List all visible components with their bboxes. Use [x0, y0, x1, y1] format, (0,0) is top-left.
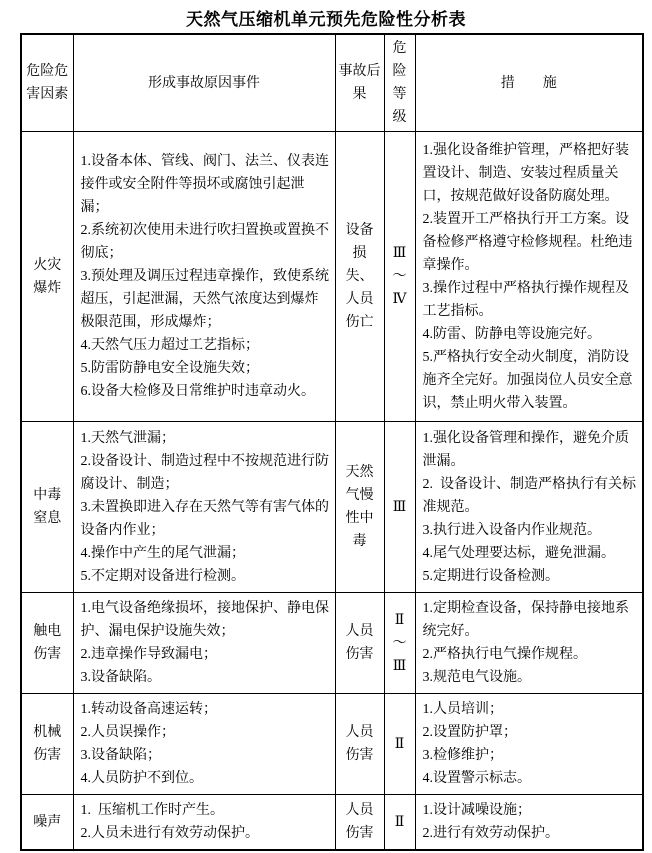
list-item: 3.执行进入设备内作业规范。 — [422, 522, 601, 538]
list-item: 2.设置防护罩； — [422, 725, 517, 740]
level-value: Ⅱ～Ⅲ — [384, 593, 415, 694]
list-item: 3.未置换即进入存在天然气等有害气体的设备内作业； — [80, 499, 329, 538]
list-item: 3.设备缺陷。 — [80, 670, 161, 685]
list-item: 5.不定期对设备进行检测。 — [80, 568, 245, 584]
header-consequence: 事故后果 — [335, 34, 384, 132]
list-item: 1.强化设备管理和操作，避免介质泄漏。 — [422, 430, 629, 469]
list-item: 2.严格执行电气操作规程。 — [422, 647, 587, 662]
measure-list — [415, 795, 643, 851]
consequence-value: 人员伤害 — [335, 593, 384, 694]
header-measures: 措 施 — [415, 34, 643, 132]
list-item: 2.装置开工严格执行开工方案。设备检修严格遵守检修规程。杜绝违章操作。 — [422, 211, 633, 273]
list-item: 4.尾气处理要达标，避免泄漏。 — [422, 545, 615, 561]
list-item: 2.设备设计、制造过程中不按规范进行防腐设计、制造； — [80, 453, 329, 492]
table-row-fire-explosion — [21, 132, 643, 422]
header-level: 危险等级 — [384, 34, 415, 132]
table-row-electric-shock — [21, 593, 643, 694]
page-title: 天然气压缩机单元预先危险性分析表 — [186, 10, 466, 29]
list-item: 3.操作过程中严格执行操作规程及工艺指标。 — [422, 280, 629, 319]
hazard-name: 机械伤害 — [21, 694, 73, 795]
list-item: 1.天然气泄漏； — [80, 430, 175, 446]
table-row-poison-asphyxia — [21, 422, 643, 593]
list-item: 1.设备本体、管线、阀门、法兰、仪表连接件或安全附件等损坏或腐蚀引起泄漏； — [80, 154, 329, 215]
list-item: 2.人员误操作； — [80, 725, 175, 740]
table-header-row — [21, 34, 643, 132]
list-item: 1.电气设备绝缘损坏，接地保护、静电保护、漏电保护设施失效； — [80, 601, 329, 639]
list-item: 3.检修维护； — [422, 748, 503, 763]
consequence-value: 人员伤害 — [335, 795, 384, 851]
list-item: 2.违章操作导致漏电； — [80, 647, 217, 662]
table-row-mechanical-injury — [21, 694, 643, 795]
level-value: Ⅲ～Ⅳ — [384, 132, 415, 422]
list-item: 3.预处理及调压过程违章操作，致使系统超压，引起泄漏，天然气浓度达到爆炸极限范围，形成爆炸； — [80, 269, 329, 330]
hazard-name: 噪声 — [21, 795, 73, 851]
cause-list — [73, 795, 335, 851]
list-item: 5.严格执行安全动火制度，消防设施齐全完好。加强岗位人员安全意识，禁止明火带入装置。 — [422, 349, 633, 411]
list-item: 4.天然气压力超过工艺指标； — [80, 338, 259, 353]
measure-list — [415, 593, 643, 694]
table-row-noise — [21, 795, 643, 851]
list-item: 2. 设备设计、制造严格执行有关标准规范。 — [422, 476, 636, 515]
cause-list — [73, 593, 335, 694]
list-item: 3.规范电气设施。 — [422, 670, 531, 685]
hazard-analysis-table — [20, 33, 644, 851]
list-item: 1.设计减噪设施； — [422, 803, 531, 818]
header-cause-event: 形成事故原因事件 — [73, 34, 335, 132]
list-item: 5.定期进行设备检测。 — [422, 568, 559, 584]
measure-list — [415, 132, 643, 422]
list-item: 2.人员未进行有效劳动保护。 — [80, 826, 259, 841]
list-item: 3.设备缺陷； — [80, 748, 161, 763]
list-item: 5.防雷防静电安全设施失效； — [80, 361, 259, 376]
list-item: 6.设备大检修及日常维护时违章动火。 — [80, 384, 315, 399]
measure-list — [415, 694, 643, 795]
hazard-name: 中毒窒息 — [21, 422, 73, 593]
level-value: Ⅲ — [384, 422, 415, 593]
list-item: 4.设置警示标志。 — [422, 771, 531, 786]
cause-list — [73, 422, 335, 593]
list-item: 1.定期检查设备，保持静电接地系统完好。 — [422, 601, 629, 639]
list-item: 1.强化设备维护管理，严格把好装置设计、制造、安装过程质量关口，按规范做好设备防腐处理。 — [422, 142, 629, 204]
hazard-name: 触电伤害 — [21, 593, 73, 694]
list-item: 1.人员培训； — [422, 702, 503, 717]
header-hazard-factor: 危险危害因素 — [21, 34, 73, 132]
consequence-value: 设备损失、人员伤亡 — [335, 132, 384, 422]
consequence-value: 天然气慢性中毒 — [335, 422, 384, 593]
measure-list — [415, 422, 643, 593]
list-item: 4.防雷、防静电等设施完好。 — [422, 326, 601, 342]
cause-list — [73, 132, 335, 422]
list-item: 2.进行有效劳动保护。 — [422, 826, 559, 841]
cause-list — [73, 694, 335, 795]
list-item: 4.人员防护不到位。 — [80, 771, 203, 786]
consequence-value: 人员伤害 — [335, 694, 384, 795]
list-item: 2.系统初次使用未进行吹扫置换或置换不彻底； — [80, 223, 329, 261]
level-value: Ⅱ — [384, 694, 415, 795]
hazard-name: 火灾爆炸 — [21, 132, 73, 422]
list-item: 1. 压缩机工作时产生。 — [80, 803, 224, 818]
list-item: 4.操作中产生的尾气泄漏； — [80, 545, 245, 561]
level-value: Ⅱ — [384, 795, 415, 851]
list-item: 1.转动设备高速运转； — [80, 702, 217, 717]
